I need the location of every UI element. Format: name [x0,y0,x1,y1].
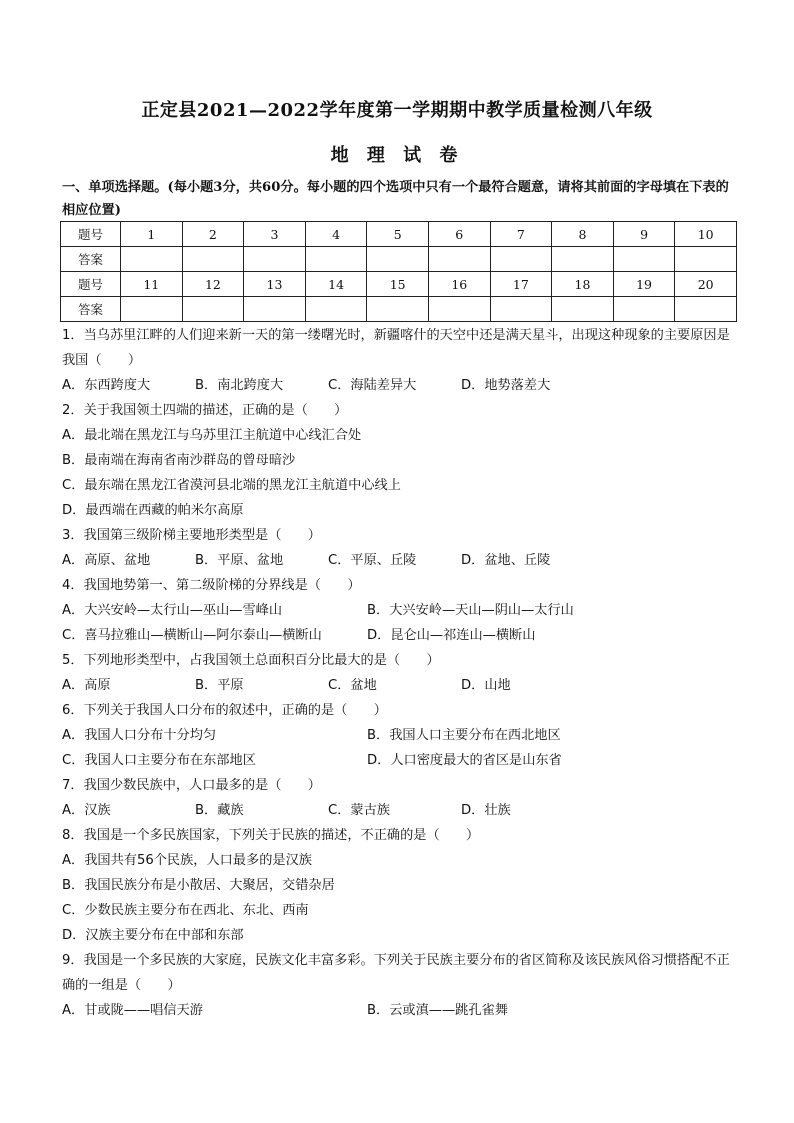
table-cell: 15 [367,272,429,297]
option-b: B．我国民族分布是小散居、大聚居，交错杂居 [62,878,335,893]
table-row-numbers-2 [61,272,737,297]
option-row [62,548,738,573]
option-d: D．山地 [461,678,511,693]
answer-cell[interactable] [613,297,675,322]
table-cell: 10 [675,222,737,247]
table-cell: 17 [490,272,552,297]
option-c: C．蒙古族 [328,803,390,818]
table-cell: 11 [121,272,183,297]
option-b: B．平原 [195,678,244,693]
option-a: A．高原 [62,678,111,693]
section-heading: 一、单项选择题。(每小题3分，共60分。每小题的四个选项中只有一个最符合题意，请将其前面的字母填在下表的相应位置) [62,180,729,218]
option-a: A．汉族 [62,803,111,818]
table-label-question: 题号 [61,272,121,297]
option-a: A．我国共有56个民族，人口最多的是汉族 [62,853,312,868]
question-stem: 3．我国第三级阶梯主要地形类型是（ ） [62,528,321,543]
answer-cell[interactable] [244,247,306,272]
option-b: B．南北跨度大 [195,378,284,393]
answer-cell[interactable] [367,297,429,322]
exam-subtitle: 地 理 试 卷 [330,145,464,166]
option-a: A．东西跨度大 [62,378,151,393]
table-cell: 2 [182,222,244,247]
option-d: D．地势落差大 [461,378,551,393]
answer-cell[interactable] [428,297,490,322]
answer-cell[interactable] [182,247,244,272]
answer-cell[interactable] [367,247,429,272]
option-c: C．喜马拉雅山—横断山—阿尔泰山—横断山 [62,628,322,643]
option-a: A．最北端在黑龙江与乌苏里江主航道中心线汇合处 [62,428,362,443]
answer-cell[interactable] [428,247,490,272]
option-c: C．盆地 [328,678,377,693]
option-c: C．海陆差异大 [328,378,417,393]
table-cell: 12 [182,272,244,297]
answer-cell[interactable] [121,297,183,322]
option-row [62,748,738,773]
option-b: B．最南端在海南省南沙群岛的曾母暗沙 [62,453,296,468]
option-b: B．我国人口主要分布在西北地区 [367,728,561,743]
answer-cell[interactable] [244,297,306,322]
table-cell: 7 [490,222,552,247]
option-c: C．我国人口主要分布在东部地区 [62,753,256,768]
answer-cell[interactable] [305,297,367,322]
table-cell: 18 [552,272,614,297]
option-d: D．昆仑山—祁连山—横断山 [367,628,536,643]
option-row [62,598,738,623]
option-row [62,998,738,1023]
question-stem: 9．我国是一个多民族的大家庭，民族文化丰富多彩。下列关于民族主要分布的省区简称及该民族风俗习惯搭配不正确的一组是（ ） [62,953,730,993]
option-d: D．最西端在西藏的帕米尔高原 [62,503,244,518]
option-c: C．最东端在黑龙江省漠河县北端的黑龙江主航道中心线上 [62,478,401,493]
exam-title: 正定县2021—2022学年度第一学期期中教学质量检测八年级 [141,100,653,121]
table-row-numbers-1 [61,222,737,247]
table-cell: 14 [305,272,367,297]
answer-cell[interactable] [182,297,244,322]
table-row-answers-1 [61,247,737,272]
table-cell: 5 [367,222,429,247]
question-stem: 2．关于我国领土四端的描述，正确的是（ ） [62,403,348,418]
answer-table [60,221,737,322]
answer-cell[interactable] [613,247,675,272]
question-list [62,323,738,1023]
table-cell: 16 [428,272,490,297]
option-row [62,673,738,698]
option-row [62,798,738,823]
answer-cell[interactable] [490,297,552,322]
table-cell: 9 [613,222,675,247]
question-stem: 8．我国是一个多民族国家，下列关于民族的描述，不正确的是（ ） [62,828,480,843]
table-row-answers-2 [61,297,737,322]
option-b: B．云或滇——跳孔雀舞 [367,1003,508,1018]
answer-cell[interactable] [121,247,183,272]
option-d: D．汉族主要分布在中部和东部 [62,928,244,943]
answer-cell[interactable] [552,297,614,322]
answer-cell[interactable] [305,247,367,272]
table-label-question: 题号 [61,222,121,247]
option-c: C．少数民族主要分布在西北、东北、西南 [62,903,309,918]
option-b: B．藏族 [195,803,244,818]
answer-cell[interactable] [675,297,737,322]
option-a: A．高原、盆地 [62,553,151,568]
option-a: A．甘或陇——唱信天游 [62,1003,203,1018]
option-b: B．平原、盆地 [195,553,284,568]
option-c: C．平原、丘陵 [328,553,417,568]
question-stem: 1．当乌苏里江畔的人们迎来新一天的第一缕曙光时，新疆喀什的天空中还是满天星斗，出现这种现象的主要原因是我国（ ） [62,328,730,368]
question-stem: 6．下列关于我国人口分布的叙述中，正确的是（ ） [62,703,387,718]
option-d: D．盆地、丘陵 [461,553,551,568]
question-stem: 4．我国地势第一、第二级阶梯的分界线是（ ） [62,578,361,593]
table-cell: 13 [244,272,306,297]
table-cell: 19 [613,272,675,297]
table-cell: 3 [244,222,306,247]
option-row [62,723,738,748]
option-row [62,373,738,398]
answer-cell[interactable] [675,247,737,272]
table-label-answer: 答案 [61,297,121,322]
option-d: D．壮族 [461,803,511,818]
answer-cell[interactable] [490,247,552,272]
question-stem: 7．我国少数民族中，人口最多的是（ ） [62,778,321,793]
option-a: A．我国人口分布十分均匀 [62,728,217,743]
table-cell: 1 [121,222,183,247]
table-cell: 4 [305,222,367,247]
option-d: D．人口密度最大的省区是山东省 [367,753,562,768]
table-label-answer: 答案 [61,247,121,272]
option-b: B．大兴安岭—天山—阴山—太行山 [367,603,574,618]
table-cell: 6 [428,222,490,247]
table-cell: 8 [552,222,614,247]
question-stem: 5．下列地形类型中，占我国领土总面积百分比最大的是（ ） [62,653,440,668]
table-cell: 20 [675,272,737,297]
option-row [62,623,738,648]
option-a: A．大兴安岭—太行山—巫山—雪峰山 [62,603,283,618]
answer-cell[interactable] [552,247,614,272]
